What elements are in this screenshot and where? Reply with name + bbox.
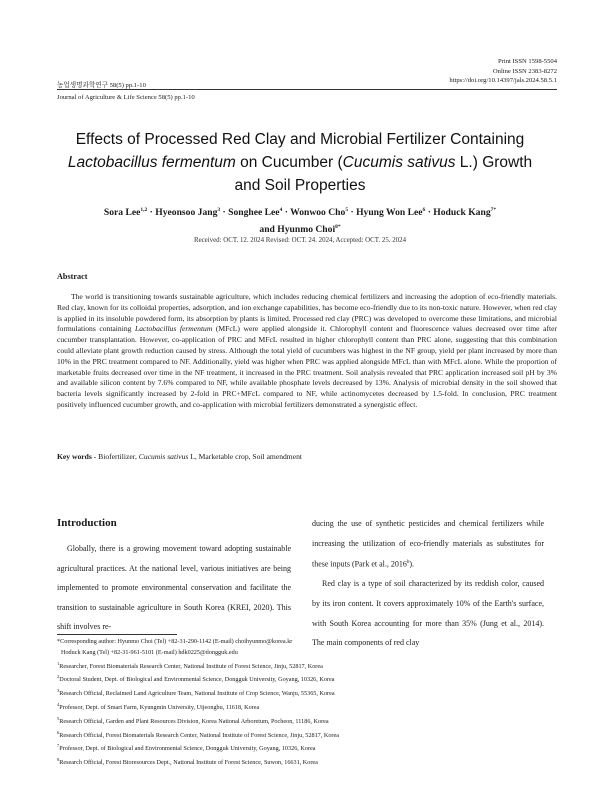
keywords	[57, 452, 557, 461]
author-list	[40, 203, 560, 237]
intro-right-column	[312, 514, 544, 653]
author-and: and	[259, 224, 275, 235]
author-sep: ·	[348, 207, 357, 218]
intro-paragraph: Red clay is a type of soil characterized by its reddish color, caused by its iron content. It covers approximately 10% of the Earth's surface, with South Korea accounting for more than 35% (Jung et al., 2014). The main components of red clay	[312, 579, 544, 648]
affil-text: Researcher, Forest Biomaterials Research Center, National Institute of Forest Science, Jinju, 52817, Korea	[59, 662, 323, 670]
affil-number: 7	[57, 743, 60, 749]
keyword: Biofertilizer,	[98, 452, 139, 461]
affil-text: Doctoral Student, Dept. of Biological and Environmental Science, Dongguk University, Goyang, 10326, Korea	[59, 676, 335, 684]
author-affil: 3	[217, 207, 221, 213]
intro-text: ducing the use of synthetic pesticides and chemical fertilizers while increasing the utilization of eco-friendly materials as substitutes for these inputs (Park et al., 2016	[312, 519, 544, 569]
author-line-1	[40, 203, 560, 220]
affil-number: 8	[57, 757, 60, 763]
affil-number: 6	[57, 729, 60, 735]
affil-number: 4	[57, 701, 60, 707]
affiliation	[57, 686, 557, 700]
author-affil: 8*	[335, 224, 341, 230]
author-sep: ·	[282, 207, 291, 218]
affil-text: Professor, Dept. of Smart Farm, Kyungmin University, Uijeongbu, 11618, Korea	[59, 703, 260, 711]
affil-text: Research Official, Garden and Plant Resources Division, Korea National Arboretum, Pocheon, 11186, Korea	[59, 717, 329, 725]
author-sep: ·	[425, 207, 434, 218]
affiliation	[57, 728, 557, 742]
author-sep: ·	[220, 207, 229, 218]
journal-korean: 농업생명과학연구 58(5) pp.1-10	[57, 82, 146, 89]
keywords-dash: -	[91, 452, 99, 461]
affil-number: 3	[57, 688, 60, 694]
online-issn: Online ISSN 2383-8272	[492, 67, 557, 75]
abstract-body	[57, 292, 557, 411]
author-affil: 4	[279, 207, 283, 213]
abstract-species: Lactobacillus fermentum	[134, 324, 213, 334]
issn-block	[449, 57, 557, 86]
title-end: L.) Growth	[455, 154, 533, 171]
abstract-text: (MFcL) were applied alongside it. Chlorophyll content and fluorescence values decreased over time after cucumber transplantation. However, co-application of PRC and MFcL resulted in higher chlorophyll content than PRC alone, suggesting that this combination could alleviate plant growth reduction caused by stress. Although the total yield of cucumbers was highest in the NF group, yield per plant increased by more than 10% in the PRC treatment compared to NF. Additionally, yield was higher when PRC was applied alongside MFcL than with MFcL alone. While the proportion of marketable fruits decreased over time in the NF treatment, it increased in the PRC treatment. Soil analysis revealed that PRC application increased soil pH by 3% and available silicon content by 7.6% compared to NF, while available phosphate levels decreased by 13%. Analysis of microbial density in the soil showed that bacteria levels significantly increased by 2-fold in PRC+MFcL compared to NF, while actinomycetes decreased by 1.5-fold. In conclusion, PRC treatment positively influenced cucumber growth, and co-application with microbial fertilizers demonstrated a synergistic effect.	[57, 324, 558, 409]
doi-link[interactable]: https://doi.org/10.14397/jals.2024.58.5.1	[449, 77, 557, 84]
author: Wonwoo Cho	[290, 207, 346, 218]
abstract-heading: Abstract	[57, 272, 88, 281]
received-dates: Received: OCT. 12. 2024 Revised: OCT. 24. 2024, Accepted: OCT. 25. 2024	[193, 237, 407, 244]
affil-number: 5	[57, 715, 60, 721]
affil-text: Research Official, Reclaimed Land Agriculture Team, National Institute of Crop Science, Wanju, 55365, Korea	[59, 690, 335, 698]
paper-title	[40, 128, 560, 197]
affil-text: Research Official, Forest Biomaterials Research Center, National Institute of Forest Science, Jinju, 52817, Korea	[59, 731, 339, 739]
affiliation	[57, 659, 557, 673]
affiliation	[57, 741, 557, 755]
corresponding-author-2: Hoduck Kang (Tel) +82-31-961-5101 (E-mail) hdk0225@dongguk.edu	[61, 648, 238, 656]
affil-text: Professor, Dept. of Biological and Environmental Science, Dongguk University, Goyang, 10326, Korea	[59, 745, 316, 753]
footnote-rule	[57, 634, 177, 635]
keywords-label: Key words	[57, 452, 92, 461]
author: Sora Lee	[103, 207, 141, 218]
title-line-1: Effects of Processed Red Clay and Microbial Fertilizer Containing	[75, 131, 525, 148]
introduction-heading: Introduction	[57, 517, 117, 529]
affiliation	[57, 700, 557, 714]
affil-number: 1	[57, 660, 60, 666]
affiliation	[57, 714, 557, 728]
author-affil: 6	[422, 207, 426, 213]
citation-sup: b	[406, 560, 410, 566]
header-rule	[57, 89, 557, 90]
keyword: L, Marketable crop, Soil amendment	[188, 452, 302, 461]
affiliation	[57, 672, 557, 686]
author-affil: 1,2	[140, 207, 148, 213]
affil-text: Research Official, Forest Bioresources Dept., National Institute of Forest Science, Suwon, 16631, Korea	[59, 759, 318, 767]
title-line-2	[40, 151, 560, 174]
print-issn: Print ISSN 1598-5504	[498, 58, 557, 65]
abstract-text: The world is transitioning towards sustainable agriculture, which includes reducing chemical fertilizers and increasing the adoption of eco-friendly materials. Red clay, known for its colloidal properties, adsorption, and ion exchange capabilities, has become eco-friendly due to its non-toxic nature. However, when red clay is applied in its insoluble powdered form, its absorption by plants is limited. Processed red clay (PRC) was developed to overcome these limitations, and microbial formulations containing	[57, 292, 557, 334]
title-crop: Cucumis sativus	[342, 154, 456, 171]
author: Hyunmo Choi	[277, 224, 336, 235]
author: Hoduck Kang	[433, 207, 491, 218]
affil-number: 2	[57, 674, 60, 680]
author: Songhee Lee	[228, 207, 280, 218]
corresponding-author: *Corresponding author: Hyunmo Choi (Tel) +82-31-290-1142 (E-mail) choihyunmo@korea.kr	[57, 638, 293, 645]
title-species: Lactobacillus fermentum	[67, 154, 236, 171]
intro-paragraph	[312, 514, 544, 574]
author-affil: 7*	[490, 207, 497, 213]
title-line-3: and Soil Properties	[234, 177, 366, 194]
journal-english: Journal of Agriculture & Life Science 58(5) pp.1-10	[57, 94, 195, 101]
intro-text: ).	[409, 559, 415, 569]
author: Hyeonsoo Jang	[155, 207, 218, 218]
author-line-2	[40, 220, 560, 237]
keyword: Cucumis sativus	[138, 452, 189, 461]
author-sep: ·	[147, 207, 156, 218]
author: Hyung Won Lee	[356, 207, 423, 218]
affiliation	[57, 755, 557, 769]
title-mid: on Cucumber (	[235, 154, 343, 171]
intro-left-column: Globally, there is a growing movement toward adopting sustainable agricultural practices. At the national level, various initiatives are being implemented to promote environmental conservation and facilitate the transition to sustainable agriculture in South Korea (KREI, 2020). This shift involves re-	[57, 544, 291, 632]
author-affil: 5	[345, 207, 349, 213]
footnotes	[57, 637, 557, 769]
